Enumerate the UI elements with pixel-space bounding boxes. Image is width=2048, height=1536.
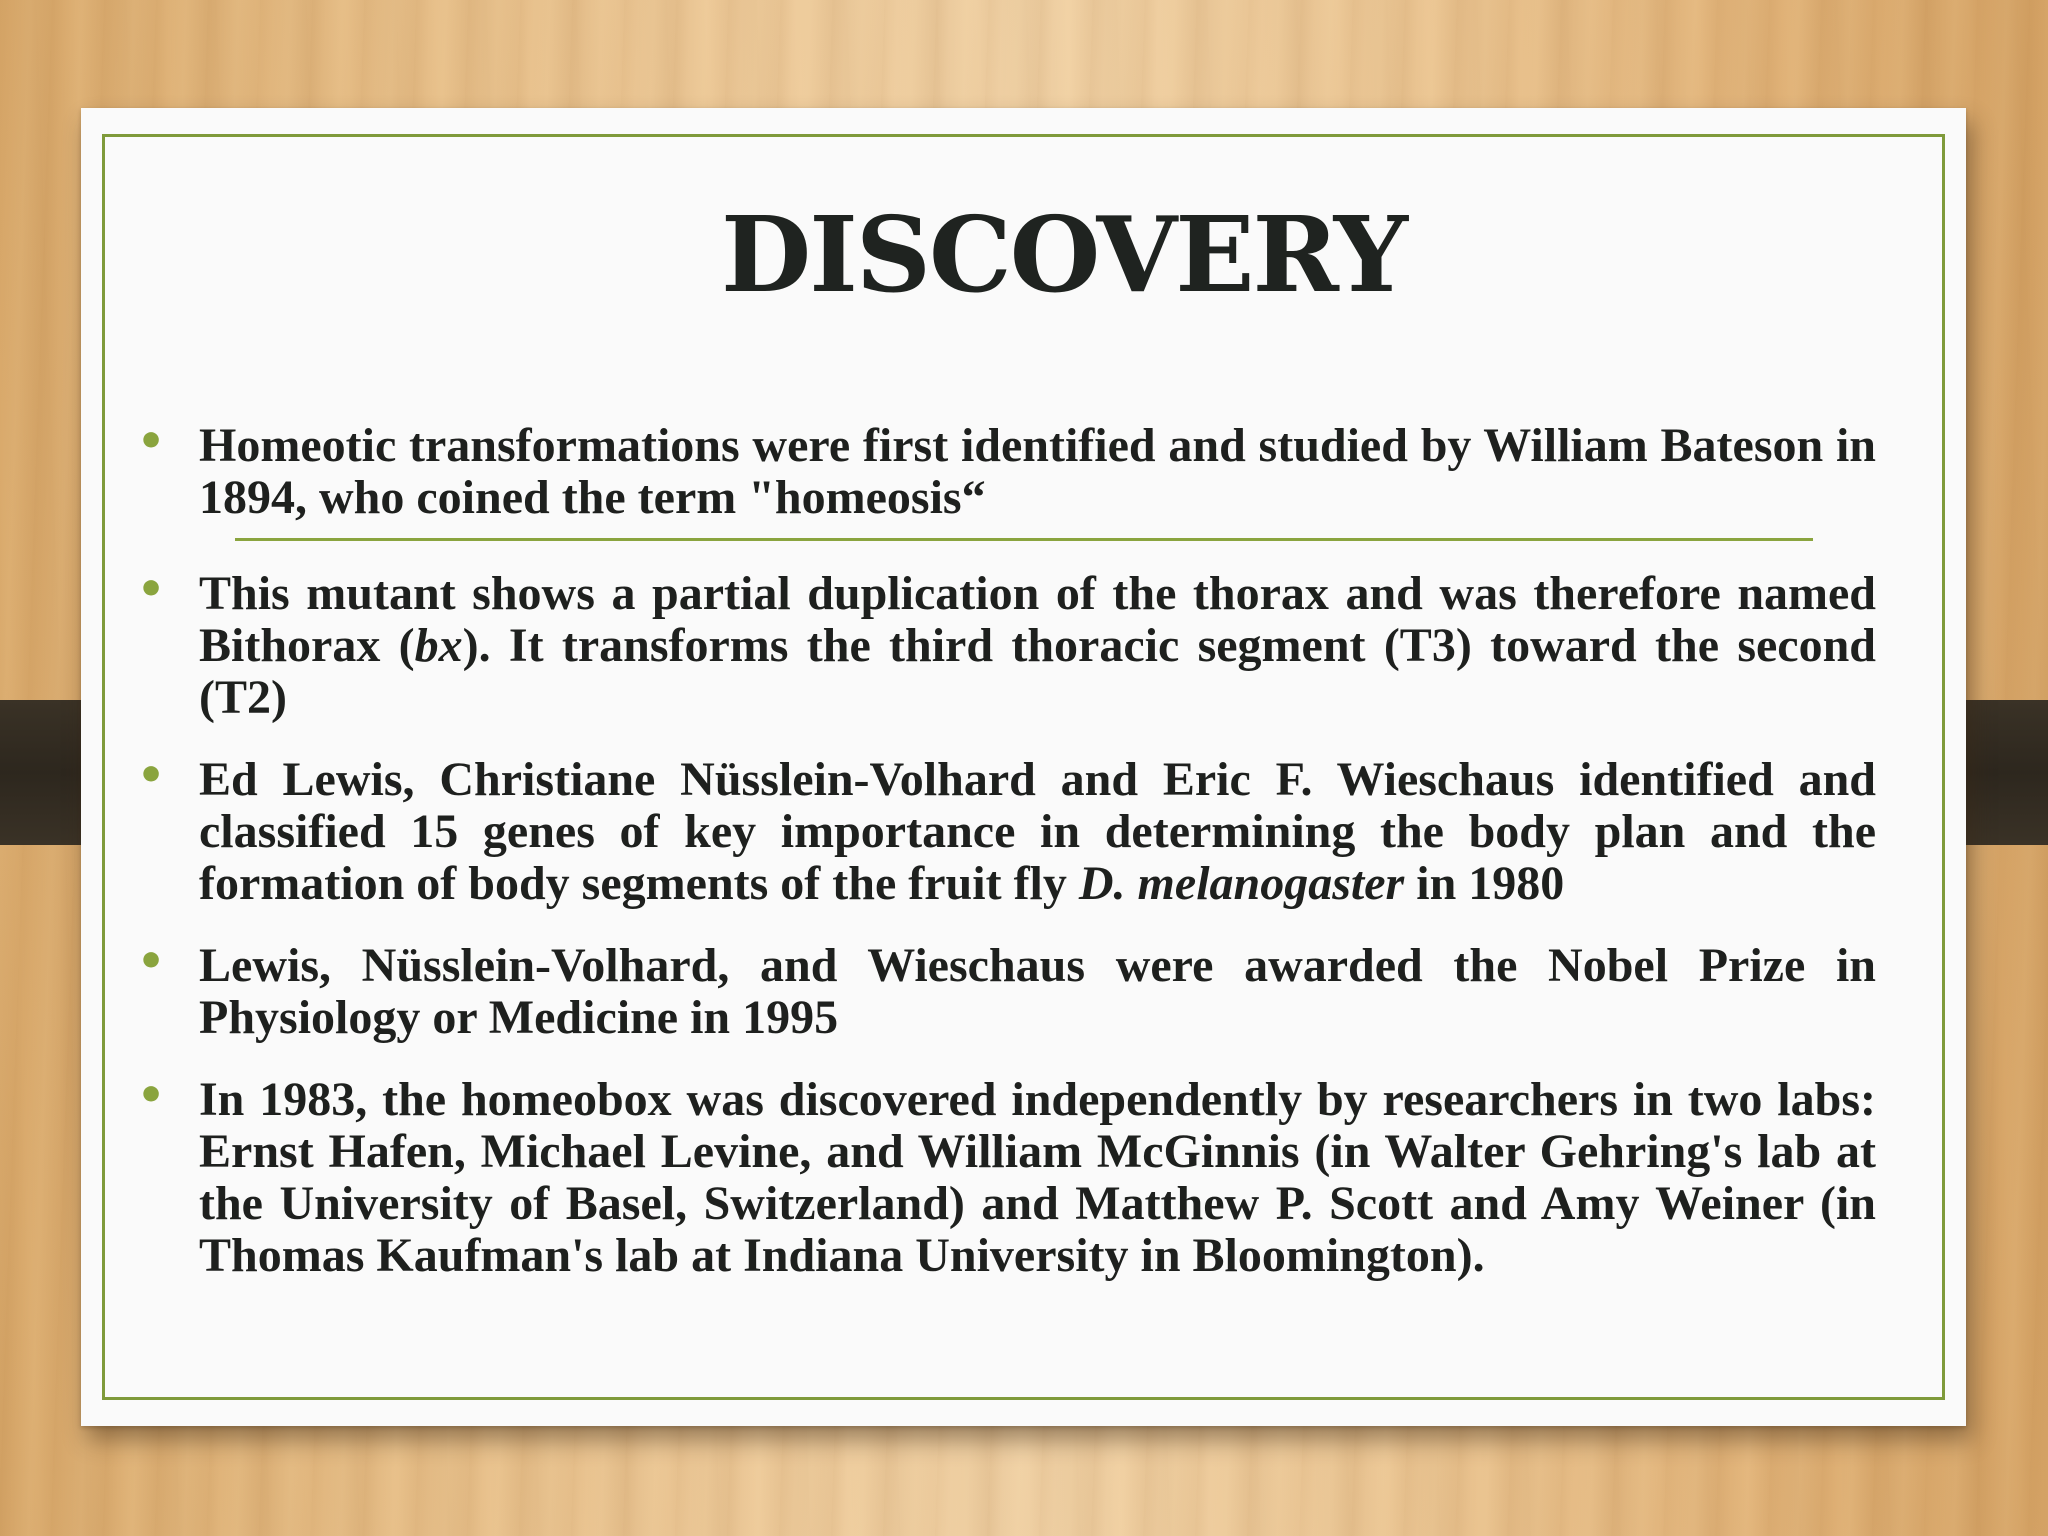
bullet-dot-icon: • [137,416,166,467]
slide-card [81,108,1966,1426]
bullet-item [137,564,1876,724]
bullet-text: in 1980 [1404,857,1565,910]
bullet-dot-icon: • [137,564,166,615]
bullet-item [137,936,1876,1044]
bullet-text: Lewis, Nüsslein-Volhard, and Wieschaus were awarded the Nobel Prize in Physiology or Medicine in 1995 [199,939,1876,1044]
bullet-italic-text: D. melanogaster [1078,857,1405,910]
bullet-text: Homeotic transformations were first identified and studied by William Bateson in 1894, who coined the term "homeosis“ [199,419,1876,524]
bullet-text: ). It transforms the third thoracic segment (T3) toward the second (T2) [199,619,1876,724]
bullet-dot-icon: • [137,936,166,987]
bullet-text: This mutant shows a partial duplication of the thorax and was therefore named Bithorax ( [199,567,1876,672]
bullet-list [137,416,1876,1312]
bullet-dot-icon: • [137,1070,166,1121]
bullet-item [137,750,1876,910]
bullet-item [137,1070,1876,1282]
slide-title: DISCOVERY [721,193,1406,316]
bullet-dot-icon: • [137,750,166,801]
bullet-text: In 1983, the homeobox was discovered independently by researchers in two labs: Ernst Hafen, Michael Levine, and William McGinnis (in Walter Gehring's lab at the University of Basel, Switzerland) and Matthew P. Scott and Amy Weiner (in Thomas Kaufman's lab at Indiana University in Bloomington). [199,1073,1876,1282]
bullet-italic-text: bx [414,619,463,672]
bullet-item [137,416,1876,524]
bullet-text: Ed Lewis, Christiane Nüsslein-Volhard and Eric F. Wieschaus identified and classified 15 genes of key importance in determining the body plan and the formation of body segments of the fruit fly [199,753,1876,910]
